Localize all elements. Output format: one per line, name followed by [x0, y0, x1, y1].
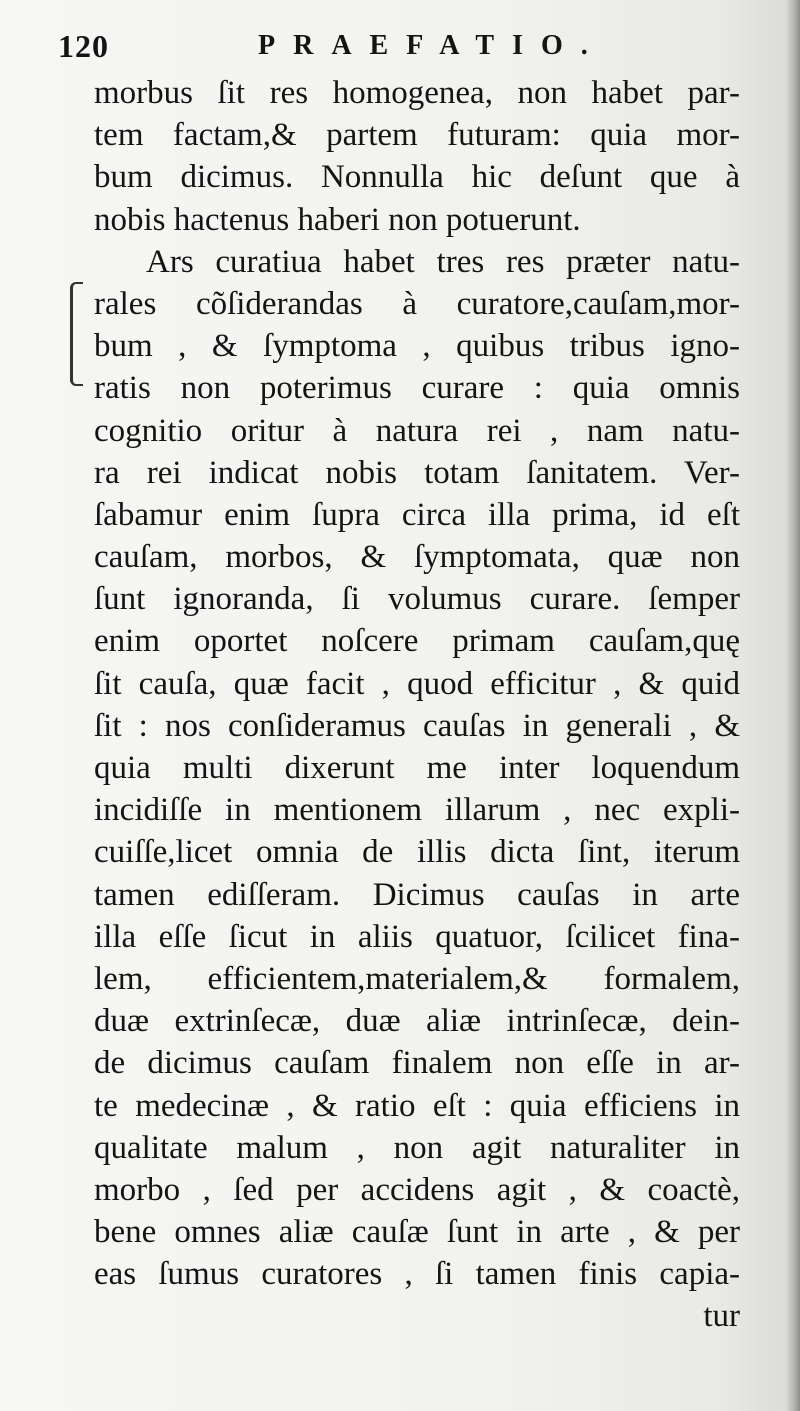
text-line: bum , & ſymptoma , quibus tribus igno- — [94, 328, 740, 365]
text-line: cognitio oritur à natura rei , nam natu- — [94, 412, 740, 449]
text-line: nobis hactenus haberi non potuerunt. — [94, 201, 581, 238]
text-line: ſunt ignoranda, ſi volumus curare. ſemper — [94, 581, 740, 618]
text-line: ſabamur enim ſupra circa illa prima, id eſt — [94, 496, 740, 533]
text-line: quia multi dixerunt me inter loquendum — [94, 750, 740, 786]
text-line: lem, efficientem,materialem,& formalem, — [94, 960, 740, 997]
text-line: ra rei indicat nobis totam ſanitatem. Ver- — [94, 454, 740, 491]
text-line: bene omnes aliæ cauſæ ſunt in arte , & per — [94, 1214, 740, 1251]
text-line: ratis non poterimus curare : quia omnis — [94, 370, 740, 407]
page-gutter-shadow — [786, 0, 800, 1411]
text-line: tamen ediſſeram. Dicimus cauſas in arte — [94, 876, 740, 913]
text-line: rales cõſiderandas à curatore,cauſam,mor- — [94, 285, 740, 322]
text-line: ſit cauſa, quæ facit , quod efficitur , & quid — [94, 665, 740, 702]
text-line: incidiſſe in mentionem illarum , nec expli- — [94, 792, 740, 829]
text-line: cuiſſe,licet omnia de illis dicta ſint, iterum — [94, 834, 740, 871]
running-head: PRAEFATIO. — [258, 30, 606, 61]
text-line: te medecinæ , & ratio eſt : quia efficiens in — [94, 1087, 740, 1124]
text-line: eas ſumus curatores , ſi tamen finis capia- — [94, 1256, 740, 1293]
text-line: duæ extrinſecæ, duæ aliæ intrinſecæ, dein- — [94, 1003, 740, 1040]
text-line: Ars curatiua habet tres res præter natu- — [146, 243, 740, 280]
text-line: de dicimus cauſam finalem non eſſe in ar- — [94, 1045, 740, 1082]
page-header — [58, 28, 738, 68]
text-line: tem factam,& partem futuram: quia mor- — [94, 117, 740, 154]
text-line: enim oportet noſcere primam cauſam,quę — [94, 623, 740, 660]
page-number: 120 — [58, 28, 109, 64]
text-line: cauſam, morbos, & ſymptomata, quæ non — [94, 539, 740, 576]
text-line: morbus ſit res homogenea, non habet par- — [94, 75, 740, 111]
body-text — [94, 72, 740, 1338]
catchword: tur — [703, 1298, 740, 1335]
text-line: ſit : nos conſideramus cauſas in generali , & — [94, 707, 740, 744]
text-line: qualitate malum , non agit naturaliter in — [94, 1129, 740, 1166]
text-line: illa eſſe ſicut in aliis quatuor, ſcilicet fina- — [94, 918, 740, 955]
text-line: morbo , ſed per accidens agit , & coactè, — [94, 1171, 740, 1208]
margin-bracket-mark — [70, 282, 83, 386]
text-line: bum dicimus. Nonnulla hic deſunt que à — [94, 159, 740, 196]
